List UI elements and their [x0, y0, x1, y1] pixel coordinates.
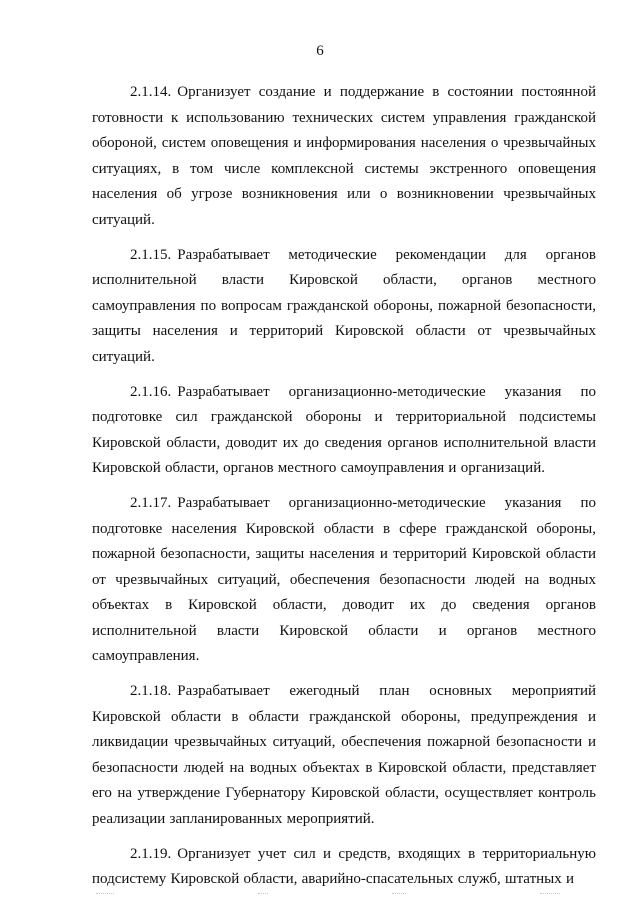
- paragraph-number: 2.1.14.: [130, 84, 172, 100]
- scan-mark: [540, 893, 560, 895]
- paragraph-number: 2.1.15.: [130, 246, 172, 263]
- paragraph-text: Организует создание и поддержание в состоянии постоянной готовности к использованию технических систем управления гражданской обороной, систем оповещения и информирования населения о чрезвычайных ситуациях, в том числе комплексной системы экстренного оповещения населения об угрозе возникновения или о возникновении чрезвычайных ситуаций.: [92, 84, 596, 228]
- scan-artifacts: [0, 893, 640, 899]
- paragraph-text: Разрабатывает организационно-методические указания по подготовке населения Кировской области в сфере гражданской обороны, пожарной безопасности, защиты населения и территорий Кировской области от чрезвычайных ситуаций, обеспечения безопасности людей на водных объектах в Кировской области, доводит их до сведения органов исполнительной власти Кировской области и органов местного самоуправления.: [92, 494, 596, 665]
- scan-mark: [258, 893, 268, 895]
- paragraph-number: 2.1.17.: [130, 494, 172, 511]
- paragraph-2-1-15: [92, 243, 596, 371]
- paragraph-text: Разрабатывает ежегодный план основных мероприятий Кировской области в области гражданской обороны, предупреждения и ликвидации чрезвычайных ситуаций, обеспечения пожарной безопасности и безопасности людей на водных объектах в Кировской области, представляет его на утверждение Губернатору Кировской области, осуществляет контроль реализации запланированных мероприятий.: [92, 683, 596, 828]
- paragraph-text: Разрабатывает организационно-методические указания по подготовке сил гражданской обороны и территориальной подсистемы Кировской области, доводит их до сведения органов исполнительной власти Кировской области, органов местного самоуправления и организаций.: [92, 383, 596, 477]
- paragraph-2-1-18: [92, 679, 596, 833]
- paragraph-2-1-14: [92, 80, 596, 234]
- paragraph-number: 2.1.16.: [130, 383, 172, 400]
- paragraph-2-1-16: [92, 380, 596, 482]
- document-body: [92, 80, 596, 902]
- paragraph-number: 2.1.19.: [130, 845, 172, 862]
- paragraph-2-1-19: [92, 842, 596, 893]
- paragraph-number: 2.1.18.: [130, 683, 172, 700]
- scan-mark: [96, 893, 114, 895]
- paragraph-2-1-17: [92, 491, 596, 670]
- paragraph-text: Разрабатывает методические рекомендации для органов исполнительной власти Кировской области, органов местного самоуправления по вопросам гражданской обороны, пожарной безопасности, защиты населения и территорий Кировской области от чрезвычайных ситуаций.: [92, 246, 596, 365]
- scan-mark: [392, 893, 406, 895]
- page-number: 6: [316, 43, 324, 59]
- paragraph-text: Организует учет сил и средств, входящих в территориальную подсистему Кировской области, аварийно-спасательных служб, штатных и: [92, 845, 596, 888]
